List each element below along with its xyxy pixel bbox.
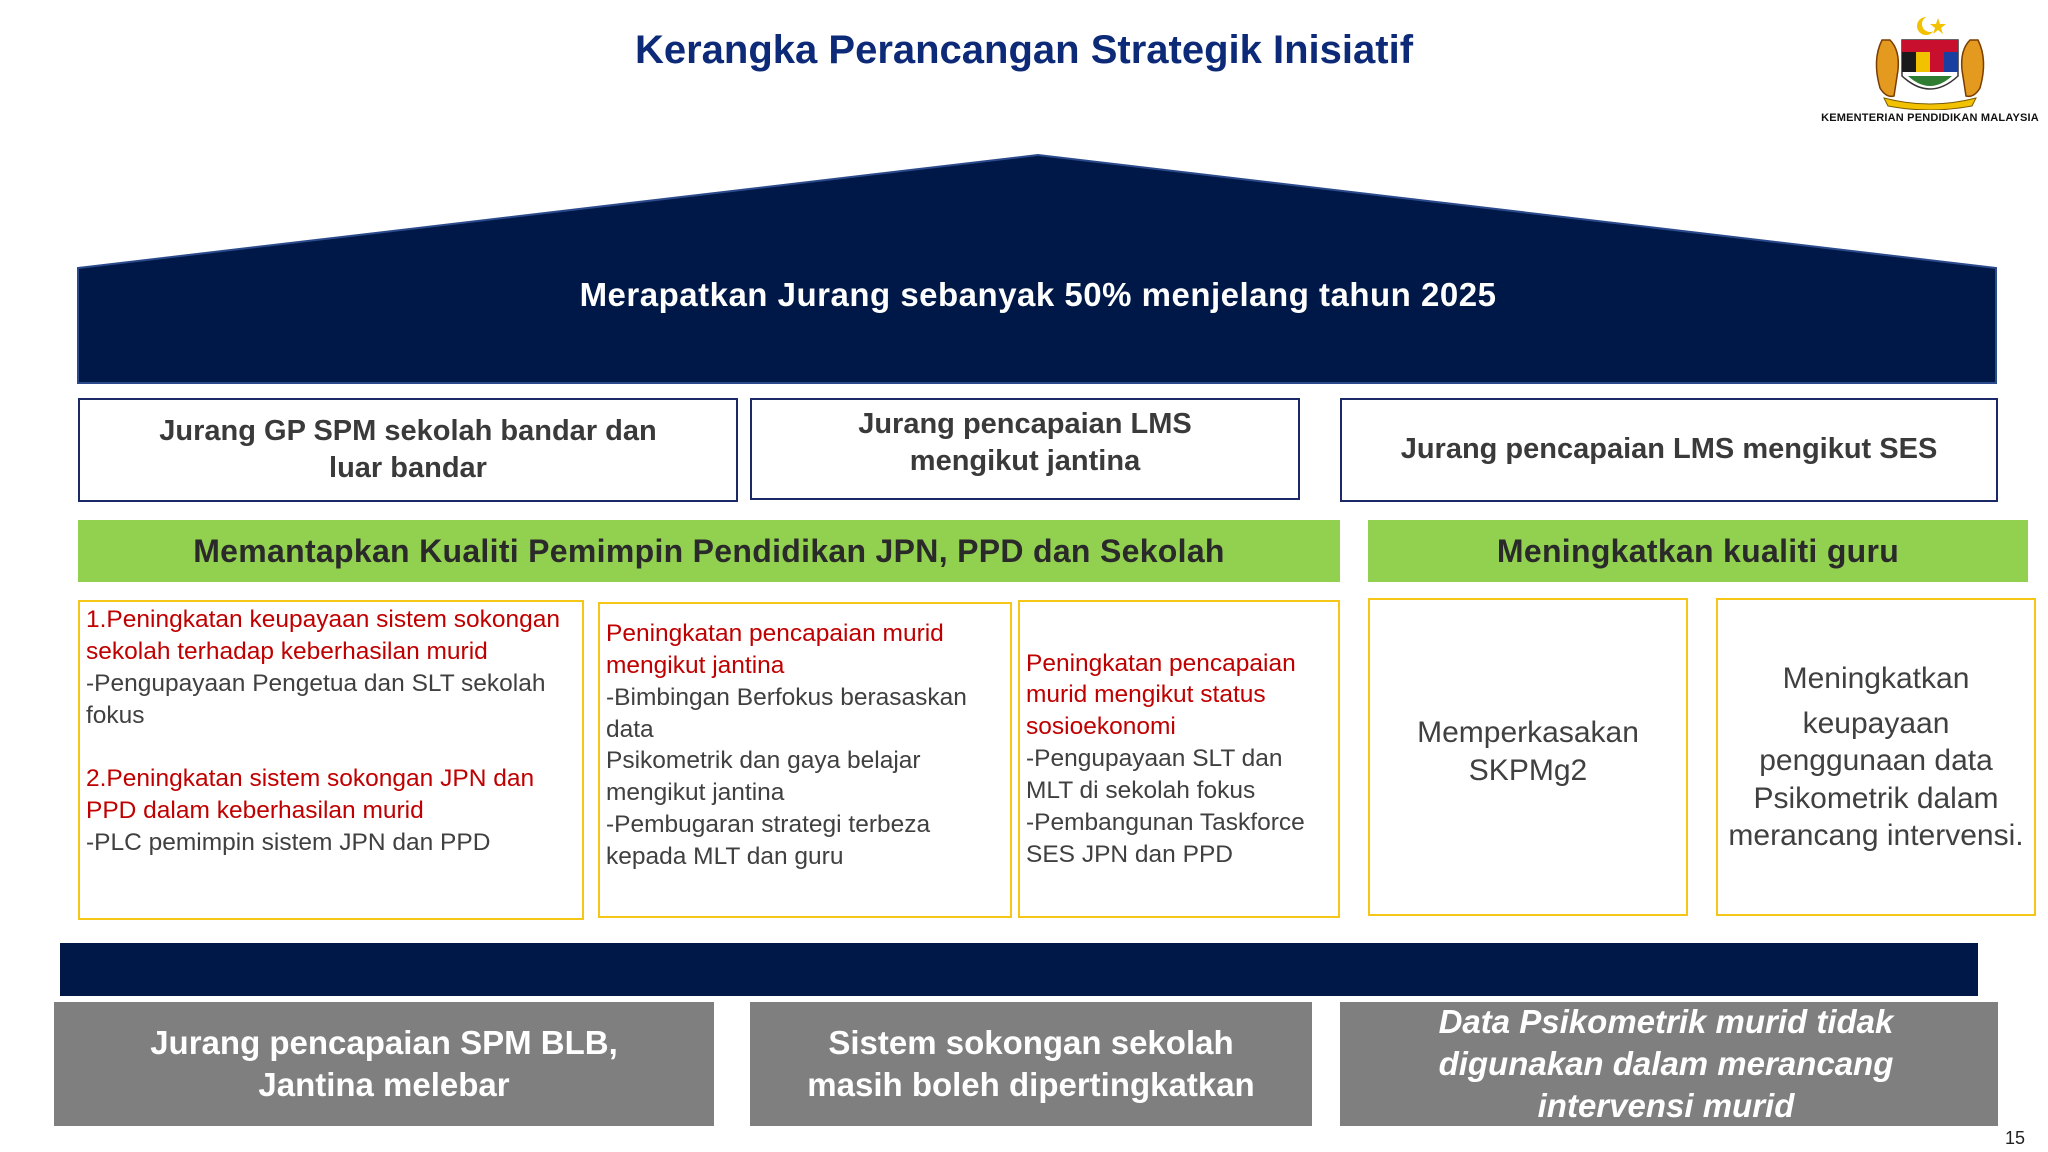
slide-title: Kerangka Perancangan Strategik Inisiatif [634, 28, 1414, 72]
gap-text-line: luar bandar [329, 452, 487, 484]
initiative-box-ses [1018, 600, 1340, 918]
foundation-bar [60, 943, 1978, 996]
initiative-bullet: -Pengupayaan Pengetua dan SLT sekolah fokus [86, 669, 546, 729]
initiative-heading: 1.Peningkatan keupayaan sistem sokongan sekolah terhadap keberhasilan murid [86, 606, 560, 665]
gap-text-line: Jurang pencapaian LMS mengikut SES [1400, 433, 1938, 466]
initiative-heading: Peningkatan pencapaian murid mengikut status sosioekonomi [1026, 649, 1296, 741]
spacer [86, 731, 576, 763]
initiative-heading: Peningkatan pencapaian murid mengikut jantina [606, 620, 944, 679]
goal-roof [0, 0, 2048, 400]
pillar-teacher-quality: Meningkatkan kualiti guru [1368, 520, 2028, 582]
gap-box-urban-rural [78, 398, 738, 502]
ministry-label: KEMENTERIAN PENDIDIKAN MALAYSIA [1821, 112, 2039, 124]
page-number: 15 [2005, 1128, 2026, 1148]
initiative-box-school-support [78, 600, 584, 920]
gap-box-gender [750, 398, 1300, 500]
gap-text-line: mengikut jantina [909, 445, 1141, 477]
initiative-text-line: SKPMg2 [1468, 754, 1588, 787]
initiative-box-psychometric [1716, 598, 2036, 916]
issue-text-line: digunakan dalam merancang [1438, 1045, 1894, 1083]
initiative-text-line: merancang intervensi. [1728, 818, 2024, 852]
initiative-text-line: Meningkatkan [1782, 662, 1970, 696]
issue-text-line: masih boleh dipertingkatkan [807, 1066, 1255, 1103]
pillar-leadership: Memantapkan Kualiti Pemimpin Pendidikan JPN, PPD dan Sekolah [78, 520, 1340, 582]
issue-text-line: Sistem sokongan sekolah [828, 1024, 1234, 1062]
initiative-heading: 2.Peningkatan sistem sokongan JPN dan PPD dalam keberhasilan murid [86, 765, 535, 825]
issue-text-line: Data Psikometrik murid tidak [1438, 1003, 1894, 1041]
initiative-text-line: Memperkasakan [1417, 715, 1639, 749]
issue-text-line: Jantina melebar [258, 1066, 510, 1103]
initiative-bullet: Psikometrik dan gaya belajar mengikut jantina [606, 747, 921, 807]
initiative-bullet: -Pembangunan Taskforce SES JPN dan PPD [1026, 808, 1305, 868]
issue-box-support-system [750, 1002, 1312, 1126]
initiative-bullet: -Pembugaran strategi terbeza kepada MLT dan guru [606, 811, 931, 870]
initiative-bullet: -Bimbingan Berfokus berasaskan data [606, 683, 967, 743]
goal-statement: Merapatkan Jurang sebanyak 50% menjelang tahun 2025 [579, 276, 1497, 313]
gap-box-ses [1340, 398, 1998, 502]
gap-text-line: Jurang pencapaian LMS [858, 407, 1192, 440]
issue-text-line: intervensi murid [1537, 1086, 1795, 1124]
issue-box-spm-gap [54, 1002, 714, 1126]
gap-text-line: Jurang GP SPM sekolah bandar dan [159, 414, 657, 447]
initiative-text-line: keupayaan [1802, 707, 1950, 741]
initiative-text-line: Psikometrik dalam [1753, 781, 1999, 815]
issue-text-line: Jurang pencapaian SPM BLB, [150, 1024, 618, 1062]
initiative-box-skpmg2 [1368, 598, 1688, 916]
initiative-bullet: -PLC pemimpin sistem JPN dan PPD [86, 829, 491, 857]
issue-box-psychometric-data [1340, 1002, 1998, 1126]
initiative-box-gender [598, 602, 1012, 918]
initiative-bullet: -Pengupayaan SLT dan MLT di sekolah fokus [1026, 745, 1283, 804]
initiative-text-line: penggunaan data [1759, 744, 1993, 778]
